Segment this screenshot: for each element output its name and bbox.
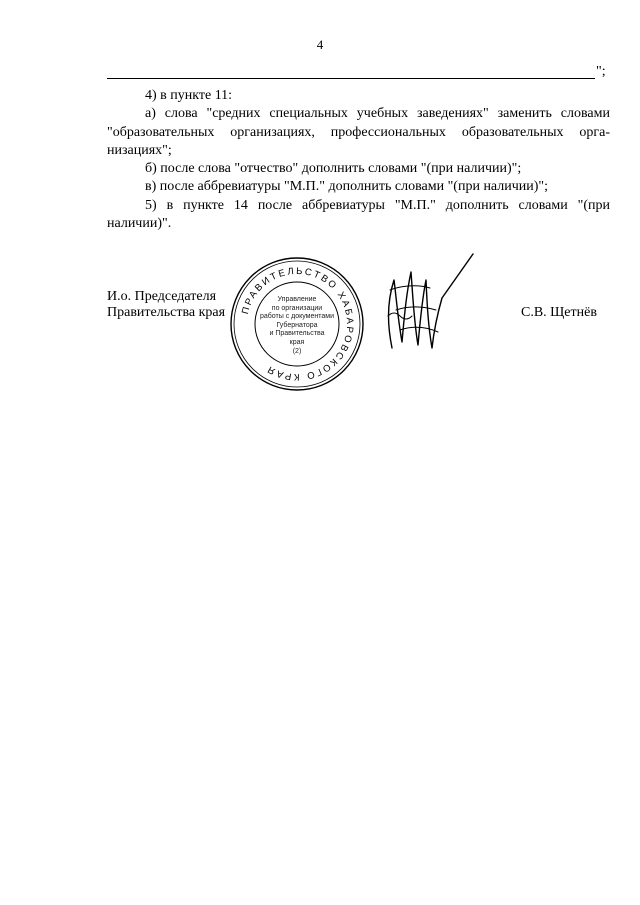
- closing-quote: ";: [596, 64, 606, 79]
- signatory-name: С.В. Щетнёв: [521, 305, 597, 320]
- paragraph-item-4a: а) слова "средних специальных учебных заведениях" заменить словами "образовательных организациях, профессиональных образовательных орга-низациях";: [107, 106, 610, 158]
- paragraph-item-5: 5) в пункте 14 после аббревиатуры "М.П." дополнить словами "(при наличии)".: [107, 197, 610, 232]
- document-body: [107, 87, 610, 233]
- paragraph-item-4: 4) в пункте 11:: [145, 88, 233, 103]
- seal-ring-text: ПРАВИТЕЛЬСТВО ХАБАРОВСКОГО КРАЯ: [239, 265, 356, 383]
- handwritten-signature: [378, 250, 478, 360]
- paragraph-item-4v: в) после аббревиатуры "М.П." дополнить словами "(при наличии)";: [145, 179, 549, 195]
- page-number: 4: [316, 37, 324, 52]
- position-line-2: Правительства края: [107, 305, 226, 320]
- seal-inner-text: Управление по организации работы с документами Губернатора и Правительства края (2): [259, 296, 335, 355]
- position-line-1: И.о. Председателя: [107, 289, 217, 304]
- signatory-position: [107, 289, 225, 321]
- separator-rule: [107, 78, 595, 79]
- paragraph-item-4b: б) после слова "отчество" дополнить словами "(при наличии)";: [145, 161, 522, 177]
